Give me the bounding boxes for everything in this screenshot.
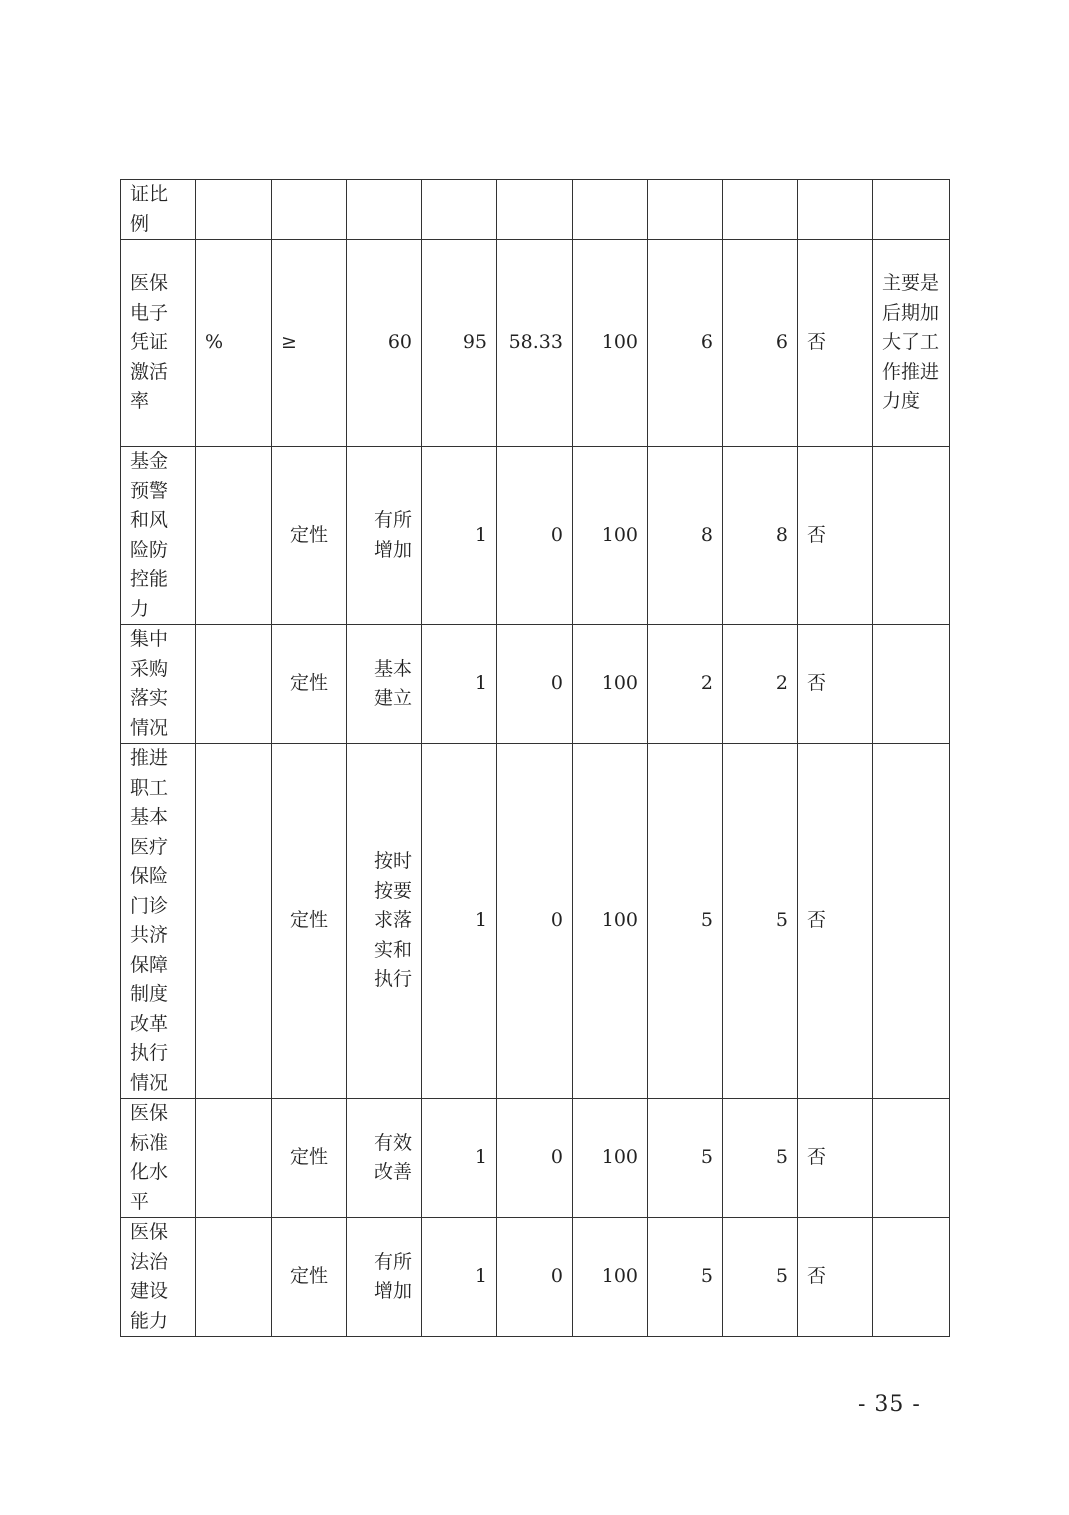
table-row — [121, 744, 950, 1099]
adjusted-cell: 否 — [798, 625, 873, 744]
page-number: - 35 - — [858, 1392, 921, 1417]
note-cell — [873, 1218, 950, 1337]
unit-cell — [196, 744, 272, 1099]
indicator-name-cell: 医保标准化水平 — [121, 1099, 196, 1218]
target-cell: 有所增加 — [347, 1218, 422, 1337]
indicator-name-cell: 基金预警和风险防控能力 — [121, 447, 196, 625]
indicator-name-cell: 医保法治建设能力 — [121, 1218, 196, 1337]
actual-cell: 0 — [497, 447, 573, 625]
score-cell: 8 — [723, 447, 798, 625]
table-row — [121, 240, 950, 447]
note-cell — [873, 180, 950, 240]
rate-cell: 100 — [573, 240, 648, 447]
unit-cell — [196, 625, 272, 744]
adjusted-cell: 否 — [798, 744, 873, 1099]
weight-cell: 1 — [422, 1099, 497, 1218]
actual-cell: 0 — [497, 1099, 573, 1218]
actual-cell — [497, 180, 573, 240]
rate-cell: 100 — [573, 447, 648, 625]
note-cell — [873, 744, 950, 1099]
score-cell — [723, 180, 798, 240]
target-cell: 按时按要求落实和执行 — [347, 744, 422, 1099]
operator-cell: 定性 — [272, 625, 347, 744]
rate-cell: 100 — [573, 1218, 648, 1337]
full-score-cell — [648, 180, 723, 240]
target-cell: 有所增加 — [347, 447, 422, 625]
table-row — [121, 447, 950, 625]
table-row — [121, 1218, 950, 1337]
note-cell — [873, 625, 950, 744]
operator-cell: 定性 — [272, 447, 347, 625]
unit-cell — [196, 180, 272, 240]
score-cell: 2 — [723, 625, 798, 744]
weight-cell: 1 — [422, 447, 497, 625]
weight-cell — [422, 180, 497, 240]
full-score-cell: 5 — [648, 1218, 723, 1337]
rate-cell: 100 — [573, 744, 648, 1099]
target-cell — [347, 180, 422, 240]
full-score-cell: 6 — [648, 240, 723, 447]
indicator-name-cell: 医保电子凭证激活率 — [121, 240, 196, 447]
full-score-cell: 5 — [648, 744, 723, 1099]
adjusted-cell: 否 — [798, 1218, 873, 1337]
score-cell: 5 — [723, 1218, 798, 1337]
indicator-name-cell: 证比例 — [121, 180, 196, 240]
target-cell: 有效改善 — [347, 1099, 422, 1218]
full-score-cell: 8 — [648, 447, 723, 625]
adjusted-cell: 否 — [798, 240, 873, 447]
weight-cell: 1 — [422, 744, 497, 1099]
indicator-name-cell: 推进职工基本医疗保险门诊共济保障制度改革执行情况 — [121, 744, 196, 1099]
indicator-name-cell: 集中采购落实情况 — [121, 625, 196, 744]
target-cell: 基本建立 — [347, 625, 422, 744]
operator-cell: 定性 — [272, 1099, 347, 1218]
operator-cell: 定性 — [272, 744, 347, 1099]
score-cell: 5 — [723, 744, 798, 1099]
operator-cell: ≥ — [272, 240, 347, 447]
weight-cell: 1 — [422, 625, 497, 744]
unit-cell — [196, 1099, 272, 1218]
score-cell: 6 — [723, 240, 798, 447]
unit-cell — [196, 1218, 272, 1337]
note-cell — [873, 447, 950, 625]
table-row — [121, 180, 950, 240]
rate-cell: 100 — [573, 1099, 648, 1218]
full-score-cell: 5 — [648, 1099, 723, 1218]
score-cell: 5 — [723, 1099, 798, 1218]
unit-cell — [196, 447, 272, 625]
note-cell — [873, 1099, 950, 1218]
actual-cell: 0 — [497, 625, 573, 744]
actual-cell: 58.33 — [497, 240, 573, 447]
full-score-cell: 2 — [648, 625, 723, 744]
adjusted-cell — [798, 180, 873, 240]
rate-cell: 100 — [573, 625, 648, 744]
table-row — [121, 625, 950, 744]
weight-cell: 95 — [422, 240, 497, 447]
performance-indicator-table — [120, 179, 950, 1337]
table-row — [121, 1099, 950, 1218]
actual-cell: 0 — [497, 1218, 573, 1337]
unit-cell: % — [196, 240, 272, 447]
weight-cell: 1 — [422, 1218, 497, 1337]
note-cell: 主要是后期加大了工作推进力度 — [873, 240, 950, 447]
rate-cell — [573, 180, 648, 240]
operator-cell: 定性 — [272, 1218, 347, 1337]
target-cell: 60 — [347, 240, 422, 447]
actual-cell: 0 — [497, 744, 573, 1099]
adjusted-cell: 否 — [798, 1099, 873, 1218]
adjusted-cell: 否 — [798, 447, 873, 625]
operator-cell — [272, 180, 347, 240]
